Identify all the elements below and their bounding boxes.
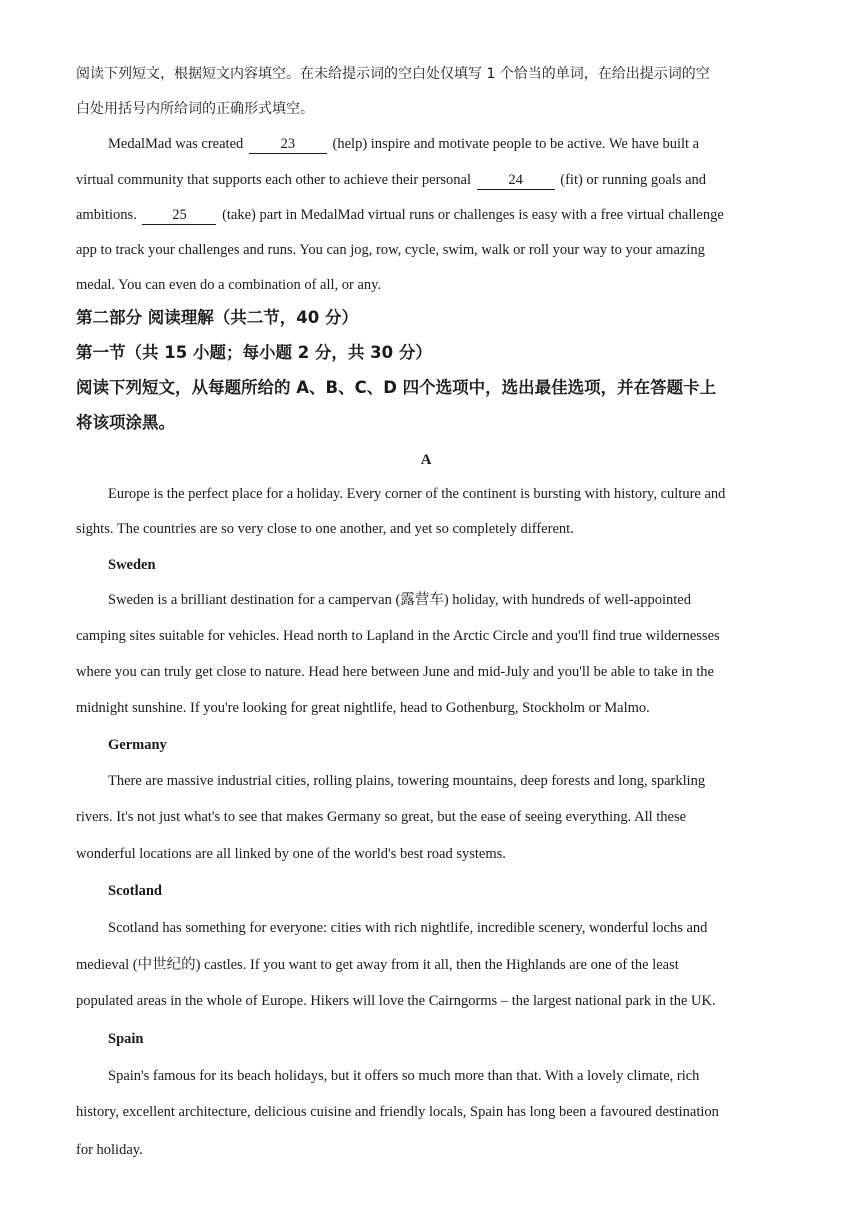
intro-line-1: Europe is the perfect place for a holiday. Every corner of the continent is bursting with history, culture and bbox=[108, 486, 726, 502]
heading-scotland: Scotland bbox=[108, 883, 162, 899]
directions-line-1: 阅读下列短文，从每题所给的 A、B、C、D 四个选项中，选出最佳选项，并在答题卡上 bbox=[76, 378, 717, 397]
heading-sweden: Sweden bbox=[108, 557, 156, 573]
spain-line-3: for holiday. bbox=[76, 1142, 143, 1158]
germany-line-3: wonderful locations are all linked by one of the world's best road systems. bbox=[76, 846, 506, 862]
passage-label: A bbox=[420, 452, 432, 468]
cloze-text: (help) inspire and motivate people to be active. We have built a bbox=[332, 136, 700, 152]
instruction-line-2: 白处用括号内所给词的正确形式填空。 bbox=[76, 101, 314, 117]
heading-spain: Spain bbox=[108, 1031, 144, 1047]
cloze-text: ambitions. bbox=[76, 207, 137, 223]
cloze-text: (take) part in MedalMad virtual runs or challenges is easy with a free virtual challenge bbox=[222, 207, 724, 223]
cloze-text: virtual community that supports each other to achieve their personal bbox=[76, 172, 472, 188]
cloze-text: (fit) or running goals and bbox=[560, 172, 707, 188]
sweden-line-3: where you can truly get close to nature. Head here between June and mid-July and you'll be able to take in the bbox=[76, 664, 714, 680]
blank-25: 25 bbox=[142, 207, 216, 225]
heading-germany: Germany bbox=[108, 737, 167, 753]
blank-24: 24 bbox=[477, 172, 555, 190]
intro-line-2: sights. The countries are so very close to one another, and yet so completely different. bbox=[76, 521, 574, 537]
scotland-line-1: Scotland has something for everyone: cities with rich nightlife, incredible scenery, wonderful lochs and bbox=[108, 920, 708, 936]
cloze-line-4: app to track your challenges and runs. You can jog, row, cycle, swim, walk or roll your way to your amazing bbox=[76, 242, 705, 258]
cloze-text: MedalMad was created bbox=[108, 136, 244, 152]
part-two-heading: 第二部分 阅读理解（共二节，40 分） bbox=[76, 308, 358, 327]
germany-line-2: rivers. It's not just what's to see that makes Germany so great, but the ease of seeing everything. All these bbox=[76, 809, 687, 825]
directions-line-2: 将该项涂黑。 bbox=[76, 413, 175, 432]
scotland-line-3: populated areas in the whole of Europe. Hikers will love the Cairngorms – the largest national park in the UK. bbox=[76, 993, 716, 1009]
sweden-line-4: midnight sunshine. If you're looking for great nightlife, head to Gothenburg, Stockholm or Malmo. bbox=[76, 700, 650, 716]
sweden-line-1: Sweden is a brilliant destination for a campervan (露营车) holiday, with hundreds of well-appointed bbox=[108, 592, 691, 608]
blank-23: 23 bbox=[249, 136, 327, 154]
instruction-line-1: 阅读下列短文，根据短文内容填空。在未给提示词的空白处仅填写 1 个恰当的单词，在给出提示词的空 bbox=[76, 66, 710, 82]
cloze-line-5: medal. You can even do a combination of all, or any. bbox=[76, 277, 382, 293]
spain-line-1: Spain's famous for its beach holidays, but it offers so much more than that. With a lovely climate, rich bbox=[108, 1068, 700, 1084]
germany-line-1: There are massive industrial cities, rolling plains, towering mountains, deep forests and long, sparkling bbox=[108, 773, 706, 789]
scotland-line-2: medieval (中世纪的) castles. If you want to get away from it all, then the Highlands are one of the least bbox=[76, 957, 679, 973]
sweden-line-2: camping sites suitable for vehicles. Head north to Lapland in the Arctic Circle and you'll find true wildernesses bbox=[76, 628, 720, 644]
cloze-line-1 bbox=[108, 134, 699, 154]
cloze-line-2 bbox=[76, 170, 706, 190]
cloze-line-3 bbox=[76, 205, 724, 225]
spain-line-2: history, excellent architecture, delicious cuisine and friendly locals, Spain has long been a favoured destination bbox=[76, 1104, 719, 1120]
section-one-heading: 第一节（共 15 小题；每小题 2 分，共 30 分） bbox=[76, 343, 432, 362]
